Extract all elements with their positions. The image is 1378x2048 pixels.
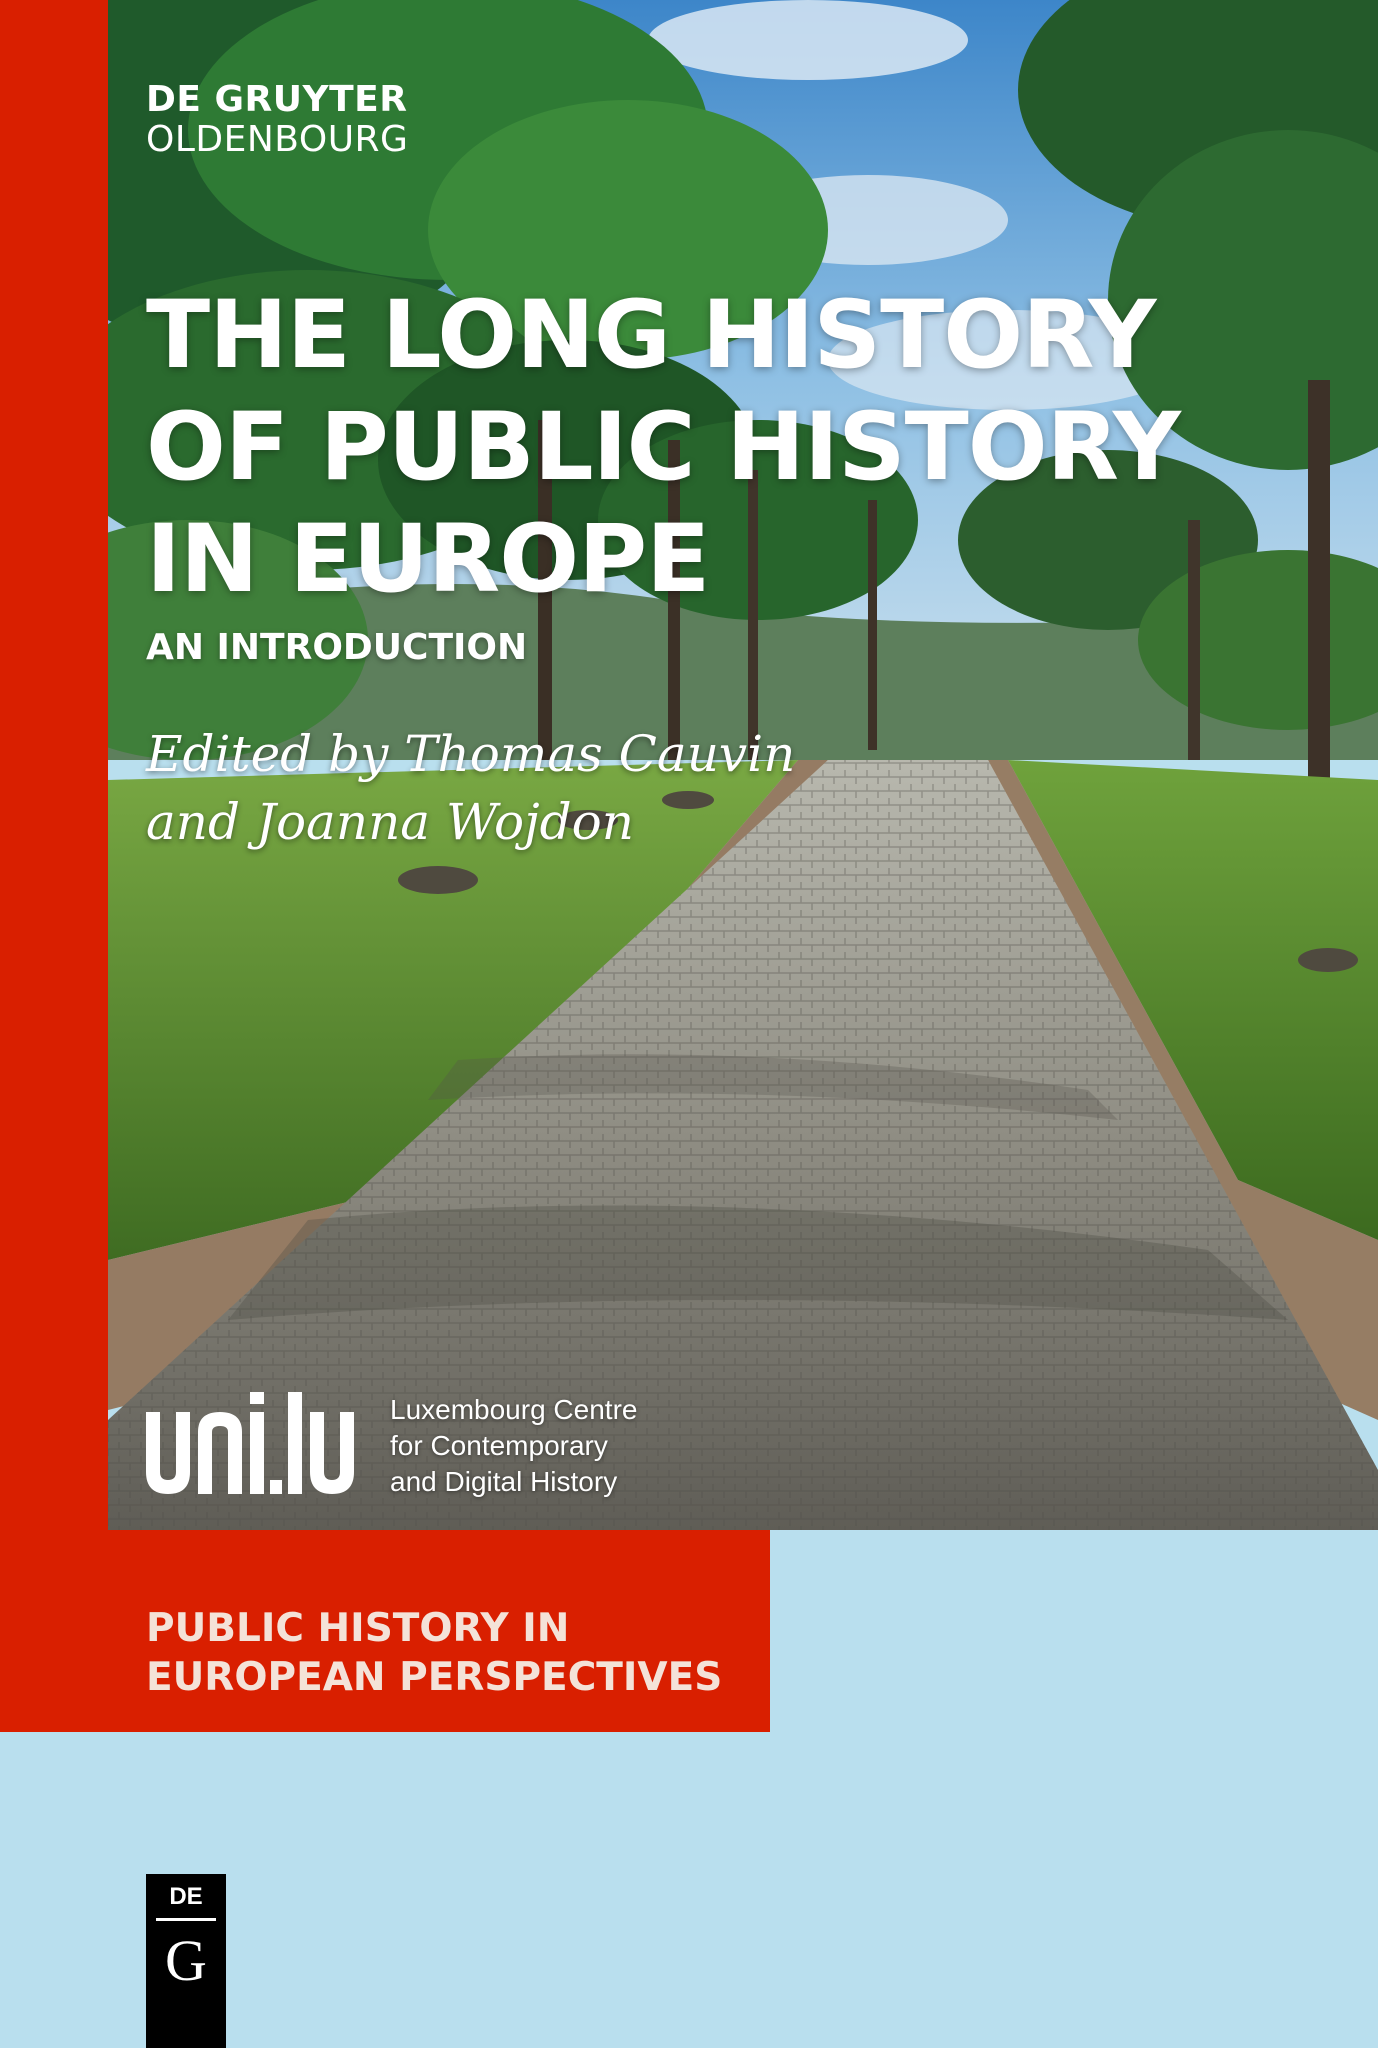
partner-name-line: Luxembourg Centre bbox=[390, 1394, 638, 1425]
editor-line: Edited by Thomas Cauvin bbox=[146, 725, 796, 783]
publisher-wordmark bbox=[146, 80, 408, 160]
book-title bbox=[146, 280, 1180, 616]
title-line: THE LONG HISTORY bbox=[146, 281, 1156, 390]
editor-line: and Joanna Wojdon bbox=[146, 793, 634, 851]
de-gruyter-logo bbox=[146, 1874, 226, 2048]
partner-name bbox=[390, 1392, 637, 1500]
red-side-band bbox=[0, 0, 108, 1530]
logo-de-text: DE bbox=[169, 1883, 203, 1910]
series-title bbox=[146, 1604, 722, 1702]
partner-name-line: for Contemporary bbox=[390, 1430, 608, 1461]
series-line: PUBLIC HISTORY IN bbox=[146, 1606, 570, 1651]
publisher-name: DE GRUYTER bbox=[146, 79, 408, 120]
editors bbox=[146, 720, 795, 856]
book-subtitle: AN INTRODUCTION bbox=[146, 627, 528, 668]
logo-divider bbox=[156, 1918, 216, 1921]
uni-lu-logo bbox=[146, 1392, 366, 1502]
title-line: OF PUBLIC HISTORY bbox=[146, 393, 1180, 502]
title-line: IN EUROPE bbox=[146, 505, 710, 614]
publisher-imprint: OLDENBOURG bbox=[146, 119, 409, 160]
logo-g-text: G bbox=[165, 1928, 207, 1993]
series-line: EUROPEAN PERSPECTIVES bbox=[146, 1655, 723, 1700]
partner-name-line: and Digital History bbox=[390, 1466, 618, 1497]
